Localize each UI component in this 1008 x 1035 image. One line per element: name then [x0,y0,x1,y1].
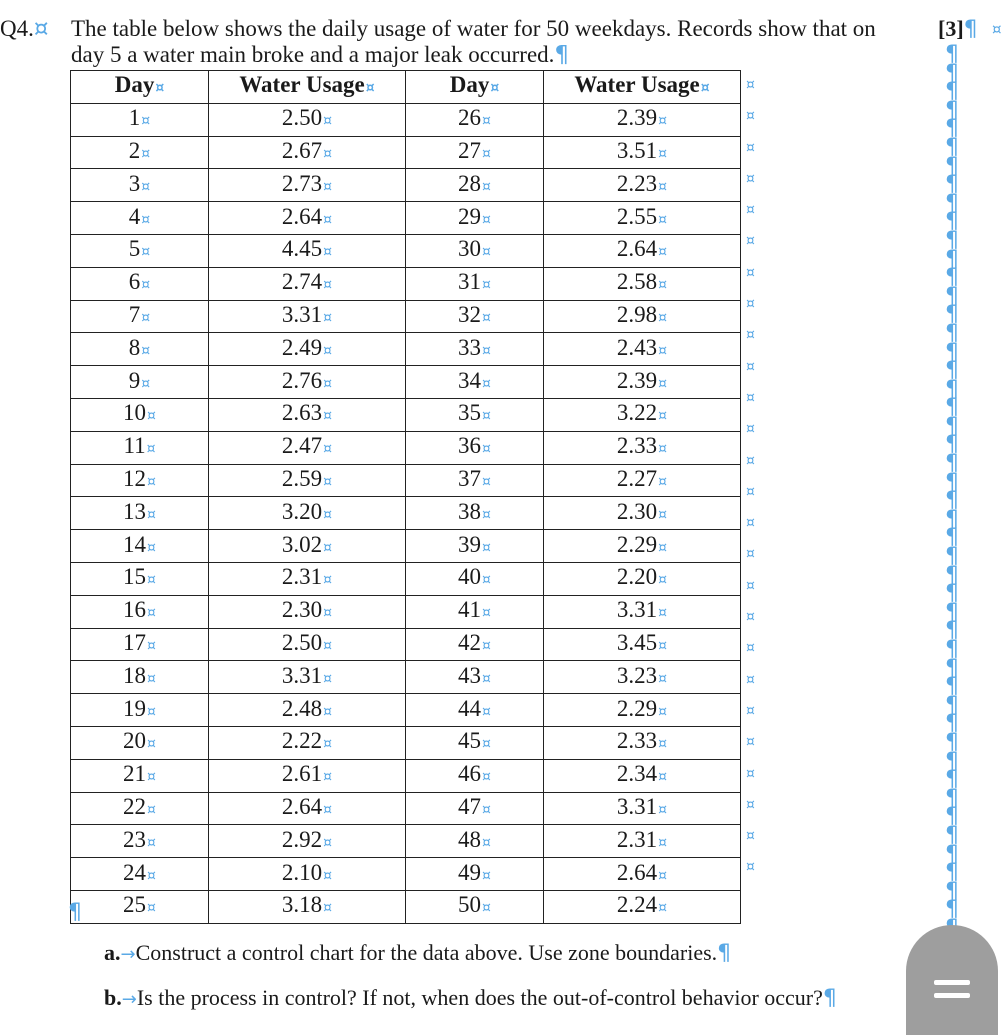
table-row [71,726,741,759]
pilcrow-mark: ¶ [945,134,959,160]
table-cell: 3.31¤ [209,300,406,333]
table-cell: 28¤ [406,169,544,202]
table-cell: 2.23¤ [544,169,741,202]
pilcrow-mark: ¶ [945,655,959,681]
pilcrow-mark: ¶ [945,153,959,179]
row-end-mark: ¤ [746,483,755,500]
question-text-line1: The table below shows the daily usage of water for 50 weekdays. Records show that on [71,16,876,41]
table-row [71,759,741,792]
cell-end-mark: ¤ [992,20,1002,38]
table-cell: 17¤ [71,628,209,661]
table-cell: 2.29¤ [544,530,741,563]
header-day: Day¤ [71,71,209,104]
pilcrow-mark: ¶ [945,469,959,495]
row-end-mark: ¤ [746,765,755,782]
table-cell: 48¤ [406,825,544,858]
table-cell: 3.45¤ [544,628,741,661]
table-cell: 20¤ [71,726,209,759]
table-cell: 2.92¤ [209,825,406,858]
row-end-mark: ¤ [746,452,755,469]
table-row [71,431,741,464]
item-a: a.→Construct a control chart for the data above. Use zone boundaries.¶ [104,940,732,966]
table-cell: 1¤ [71,103,209,136]
pilcrow-mark: ¶ [945,841,959,867]
table-cell: 16¤ [71,595,209,628]
row-end-mark: ¤ [746,264,755,281]
table-row [71,661,741,694]
handle-bar [934,980,970,985]
row-end-mark: ¤ [746,421,755,438]
pilcrow-mark: ¶ [945,637,959,662]
row-end-mark: ¤ [746,546,755,563]
table-cell: 46¤ [406,759,544,792]
pilcrow-mark: ¶ [945,581,959,607]
table-cell: 3.18¤ [209,890,406,923]
pilcrow-mark: ¶ [945,227,959,253]
pilcrow-mark: ¶ [68,900,82,925]
pilcrow-mark: ¶ [945,506,959,532]
paragraph-marks-column [945,42,969,939]
table-cell: 15¤ [71,562,209,595]
pilcrow-mark: ¶ [554,42,570,68]
row-end-mark: ¤ [746,77,755,93]
table-cell: 25¤ [71,890,209,923]
table-cell: 2.43¤ [544,333,741,366]
row-end-mark: ¤ [746,734,755,751]
table-row [71,169,741,202]
pilcrow-mark: ¶ [945,897,959,923]
table-cell: 5¤ [71,234,209,267]
table-cell: 2.64¤ [544,234,741,267]
pilcrow-mark: ¶ [945,451,959,477]
pilcrow-mark: ¶ [945,246,959,272]
table-cell: 42¤ [406,628,544,661]
row-end-mark: ¤ [746,358,755,375]
pilcrow-mark: ¶ [945,432,959,458]
table-cell: 3.31¤ [209,661,406,694]
header-water-usage: Water Usage¤ [544,71,741,104]
table-cell: 2.48¤ [209,694,406,727]
table-row [71,103,741,136]
table-cell: 40¤ [406,562,544,595]
table-row [71,792,741,825]
drag-handle-icon[interactable] [906,925,998,1035]
row-end-mark: ¤ [746,233,755,250]
pilcrow-mark: ¶ [945,860,959,886]
pilcrow-mark: ¶ [945,42,959,67]
table-cell: 12¤ [71,464,209,497]
points-label: [3]¶ [938,16,978,42]
table-cell: 2.47¤ [209,431,406,464]
table-row [71,497,741,530]
table-row [71,464,741,497]
header-day: Day¤ [406,71,544,104]
row-end-mark: ¤ [746,139,755,156]
table-cell: 2.29¤ [544,694,741,727]
table-row [71,202,741,235]
table-cell: 38¤ [406,497,544,530]
table-cell: 41¤ [406,595,544,628]
pilcrow-mark: ¶ [945,674,959,700]
row-end-mark: ¤ [746,671,755,688]
pilcrow-mark: ¶ [945,97,959,123]
tab-arrow-mark: → [120,944,136,965]
pilcrow-mark: ¶ [945,618,959,644]
pilcrow-mark: ¶ [945,172,959,198]
table-cell: 2.33¤ [544,431,741,464]
pilcrow-mark: ¶ [945,711,959,737]
table-cell: 45¤ [406,726,544,759]
table-cell: 35¤ [406,398,544,431]
pilcrow-mark: ¶ [945,320,959,346]
table-row [71,694,741,727]
table-cell: 14¤ [71,530,209,563]
table-cell: 4.45¤ [209,234,406,267]
pilcrow-mark: ¶ [945,116,959,142]
table-cell: 32¤ [406,300,544,333]
table-cell: 2.33¤ [544,726,741,759]
table-cell: 2.73¤ [209,169,406,202]
table-cell: 13¤ [71,497,209,530]
pilcrow-mark: ¶ [945,822,959,848]
table-cell: 2.74¤ [209,267,406,300]
table-cell: 2.22¤ [209,726,406,759]
pilcrow-mark: ¶ [945,60,959,86]
table-cell: 2.67¤ [209,136,406,169]
table-cell: 2.10¤ [209,858,406,891]
table-cell: 2.64¤ [209,202,406,235]
table-row [71,333,741,366]
row-end-mark: ¤ [746,202,755,219]
table-cell: 21¤ [71,759,209,792]
pilcrow-mark: ¶ [945,562,959,588]
table-cell: 2.30¤ [544,497,741,530]
pilcrow-mark: ¶ [945,729,959,755]
pilcrow-mark: ¶ [945,209,959,235]
row-end-mark: ¤ [746,170,755,187]
tab-arrow-mark: → [121,989,137,1010]
table-cell: 39¤ [406,530,544,563]
table-cell: 6¤ [71,267,209,300]
pilcrow-mark: ¶ [945,395,959,421]
table-row [71,234,741,267]
table-cell: 47¤ [406,792,544,825]
pilcrow-mark: ¶ [945,525,959,551]
table-cell: 29¤ [406,202,544,235]
table-row [71,825,741,858]
table-cell: 2.31¤ [544,825,741,858]
row-end-mark: ¤ [746,515,755,532]
pilcrow-mark: ¶ [945,358,959,384]
table-cell: 3.20¤ [209,497,406,530]
pilcrow-mark: ¶ [945,283,959,309]
row-end-mark: ¤ [746,702,755,719]
table-cell: 24¤ [71,858,209,891]
table-cell: 2.30¤ [209,595,406,628]
table-cell: 44¤ [406,694,544,727]
table-row [71,267,741,300]
table-cell: 37¤ [406,464,544,497]
table-cell: 23¤ [71,825,209,858]
table-row [71,628,741,661]
pilcrow-mark: ¶ [945,878,959,904]
row-end-mark: ¤ [746,296,755,313]
pilcrow-mark: ¶ [945,767,959,793]
table-cell: 9¤ [71,366,209,399]
question-number: Q4.¤ [0,16,49,42]
table-cell: 2.24¤ [544,890,741,923]
table-cell: 3.02¤ [209,530,406,563]
table-row [71,366,741,399]
row-end-mark: ¤ [746,389,755,406]
table-cell: 3.31¤ [544,792,741,825]
table-cell: 8¤ [71,333,209,366]
handle-bar [934,993,970,998]
table-row [71,890,741,923]
table-cell: 2.98¤ [544,300,741,333]
table-cell: 2.49¤ [209,333,406,366]
table-cell: 2.64¤ [544,858,741,891]
row-end-marks [746,70,760,884]
pilcrow-mark: ¶ [945,190,959,216]
table-row [71,398,741,431]
item-b: b.→Is the process in control? If not, when does the out-of-control behavior occur?¶ [104,985,837,1011]
row-end-mark: ¤ [746,828,755,845]
table-cell: 2.61¤ [209,759,406,792]
pilcrow-mark: ¶ [945,804,959,830]
pilcrow-mark: ¶ [963,17,978,42]
table-cell: 2.55¤ [544,202,741,235]
pilcrow-mark: ¶ [945,488,959,514]
table-cell: 2.76¤ [209,366,406,399]
question-text [71,16,911,68]
row-end-mark: ¤ [746,108,755,125]
table-cell: 34¤ [406,366,544,399]
table-cell: 2¤ [71,136,209,169]
table-cell: 2.50¤ [209,628,406,661]
table-cell: 4¤ [71,202,209,235]
table-cell: 31¤ [406,267,544,300]
row-end-mark: ¤ [746,609,755,626]
table-cell: 33¤ [406,333,544,366]
table-cell: 2.58¤ [544,267,741,300]
table-cell: 10¤ [71,398,209,431]
table-cell: 22¤ [71,792,209,825]
table-cell: 2.50¤ [209,103,406,136]
table-cell: 3¤ [71,169,209,202]
table-cell: 2.39¤ [544,366,741,399]
table-header-row [71,71,741,104]
row-end-mark: ¤ [746,859,755,876]
pilcrow-mark: ¶ [945,302,959,328]
pilcrow-mark: ¶ [945,748,959,774]
pilcrow-mark: ¶ [945,599,959,625]
table-cell: 2.31¤ [209,562,406,595]
table-cell: 2.27¤ [544,464,741,497]
table-cell: 27¤ [406,136,544,169]
row-end-mark: ¤ [746,640,755,657]
table-cell: 19¤ [71,694,209,727]
cell-end-mark: ¤ [33,16,49,42]
table-cell: 2.20¤ [544,562,741,595]
table-row [71,530,741,563]
table-cell: 2.63¤ [209,398,406,431]
table-cell: 3.23¤ [544,661,741,694]
table-cell: 2.34¤ [544,759,741,792]
row-end-mark: ¤ [746,577,755,594]
table-cell: 2.59¤ [209,464,406,497]
table-cell: 30¤ [406,234,544,267]
pilcrow-mark: ¶ [945,785,959,811]
table-cell: 49¤ [406,858,544,891]
table-cell: 11¤ [71,431,209,464]
pilcrow-mark: ¶ [945,265,959,291]
table-row [71,562,741,595]
table-cell: 43¤ [406,661,544,694]
table-cell: 2.64¤ [209,792,406,825]
table-row [71,136,741,169]
table-cell: 3.22¤ [544,398,741,431]
pilcrow-mark: ¶ [945,544,959,570]
table-cell: 50¤ [406,890,544,923]
header-water-usage: Water Usage¤ [209,71,406,104]
table-cell: 2.39¤ [544,103,741,136]
pilcrow-mark: ¶ [945,692,959,718]
table-cell: 7¤ [71,300,209,333]
table-cell: 26¤ [406,103,544,136]
row-end-mark: ¤ [746,796,755,813]
question-text-line2: day 5 a water main broke and a major leak occurred. [71,42,555,67]
pilcrow-mark: ¶ [945,79,959,105]
table-row [71,595,741,628]
table-cell: 3.51¤ [544,136,741,169]
table-row [71,858,741,891]
pilcrow-mark: ¶ [945,339,959,365]
water-usage-table [70,70,741,924]
pilcrow-mark: ¶ [945,376,959,402]
table-cell: 36¤ [406,431,544,464]
pilcrow-mark: ¶ [945,413,959,439]
table-cell: 18¤ [71,661,209,694]
row-end-mark: ¤ [746,327,755,344]
table-cell: 3.31¤ [544,595,741,628]
table-row [71,300,741,333]
